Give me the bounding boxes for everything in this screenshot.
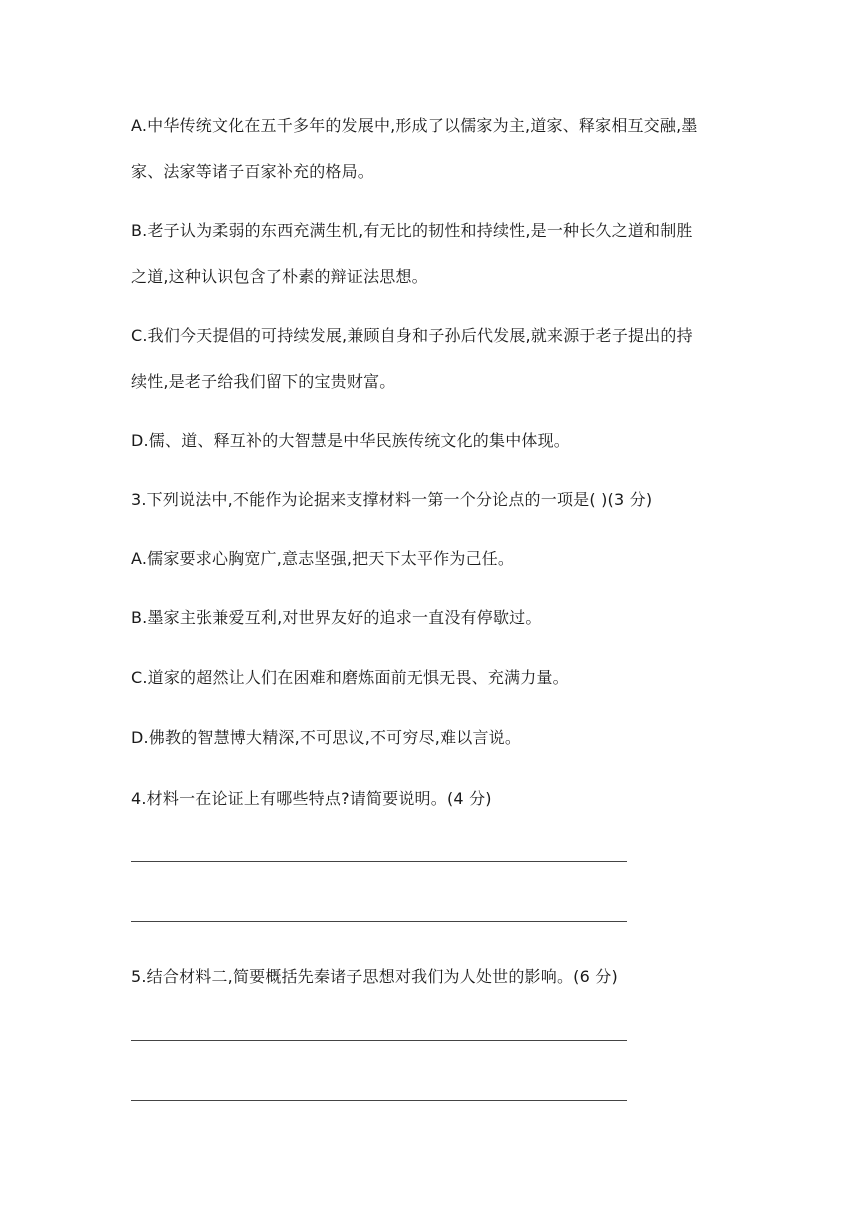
q2-option-c-line1: C.我们今天提倡的可持续发展,兼顾自身和子孙后代发展,就来源于老子提出的持 — [131, 326, 693, 345]
q2-option-a-line2: 家、法家等诸子百家补充的格局。 — [131, 162, 375, 181]
q5-answer-line-2[interactable] — [131, 1100, 627, 1101]
q5-stem: 5.结合材料二,简要概括先秦诸子思想对我们为人处世的影响。(6 分) — [131, 967, 618, 986]
q5-answer-line-1[interactable] — [131, 1040, 627, 1041]
q3-option-d: D.佛教的智慧博大精深,不可思议,不可穷尽,难以言说。 — [131, 728, 522, 747]
q2-option-b-line1: B.老子认为柔弱的东西充满生机,有无比的韧性和持续性,是一种长久之道和制胜 — [131, 221, 693, 240]
q2-option-a-line1: A.中华传统文化在五千多年的发展中,形成了以儒家为主,道家、释家相互交融,墨 — [131, 116, 698, 135]
q2-option-d: D.儒、道、释互补的大智慧是中华民族传统文化的集中体现。 — [131, 431, 571, 450]
q2-option-b-line2: 之道,这种认识包含了朴素的辩证法思想。 — [131, 267, 428, 286]
q3-option-b: B.墨家主张兼爱互利,对世界友好的追求一直没有停歇过。 — [131, 608, 542, 627]
q4-stem: 4.材料一在论证上有哪些特点?请简要说明。(4 分) — [131, 789, 492, 808]
q4-answer-line-1[interactable] — [131, 861, 627, 862]
q3-stem: 3.下列说法中,不能作为论据来支撑材料一第一个分论点的一项是( )(3 分) — [131, 490, 653, 509]
q2-option-c-line2: 续性,是老子给我们留下的宝贵财富。 — [131, 372, 396, 391]
q4-answer-line-2[interactable] — [131, 921, 627, 922]
q3-option-a: A.儒家要求心胸宽广,意志坚强,把天下太平作为己任。 — [131, 549, 515, 568]
q3-option-c: C.道家的超然让人们在困难和磨炼面前无惧无畏、充满力量。 — [131, 668, 569, 687]
